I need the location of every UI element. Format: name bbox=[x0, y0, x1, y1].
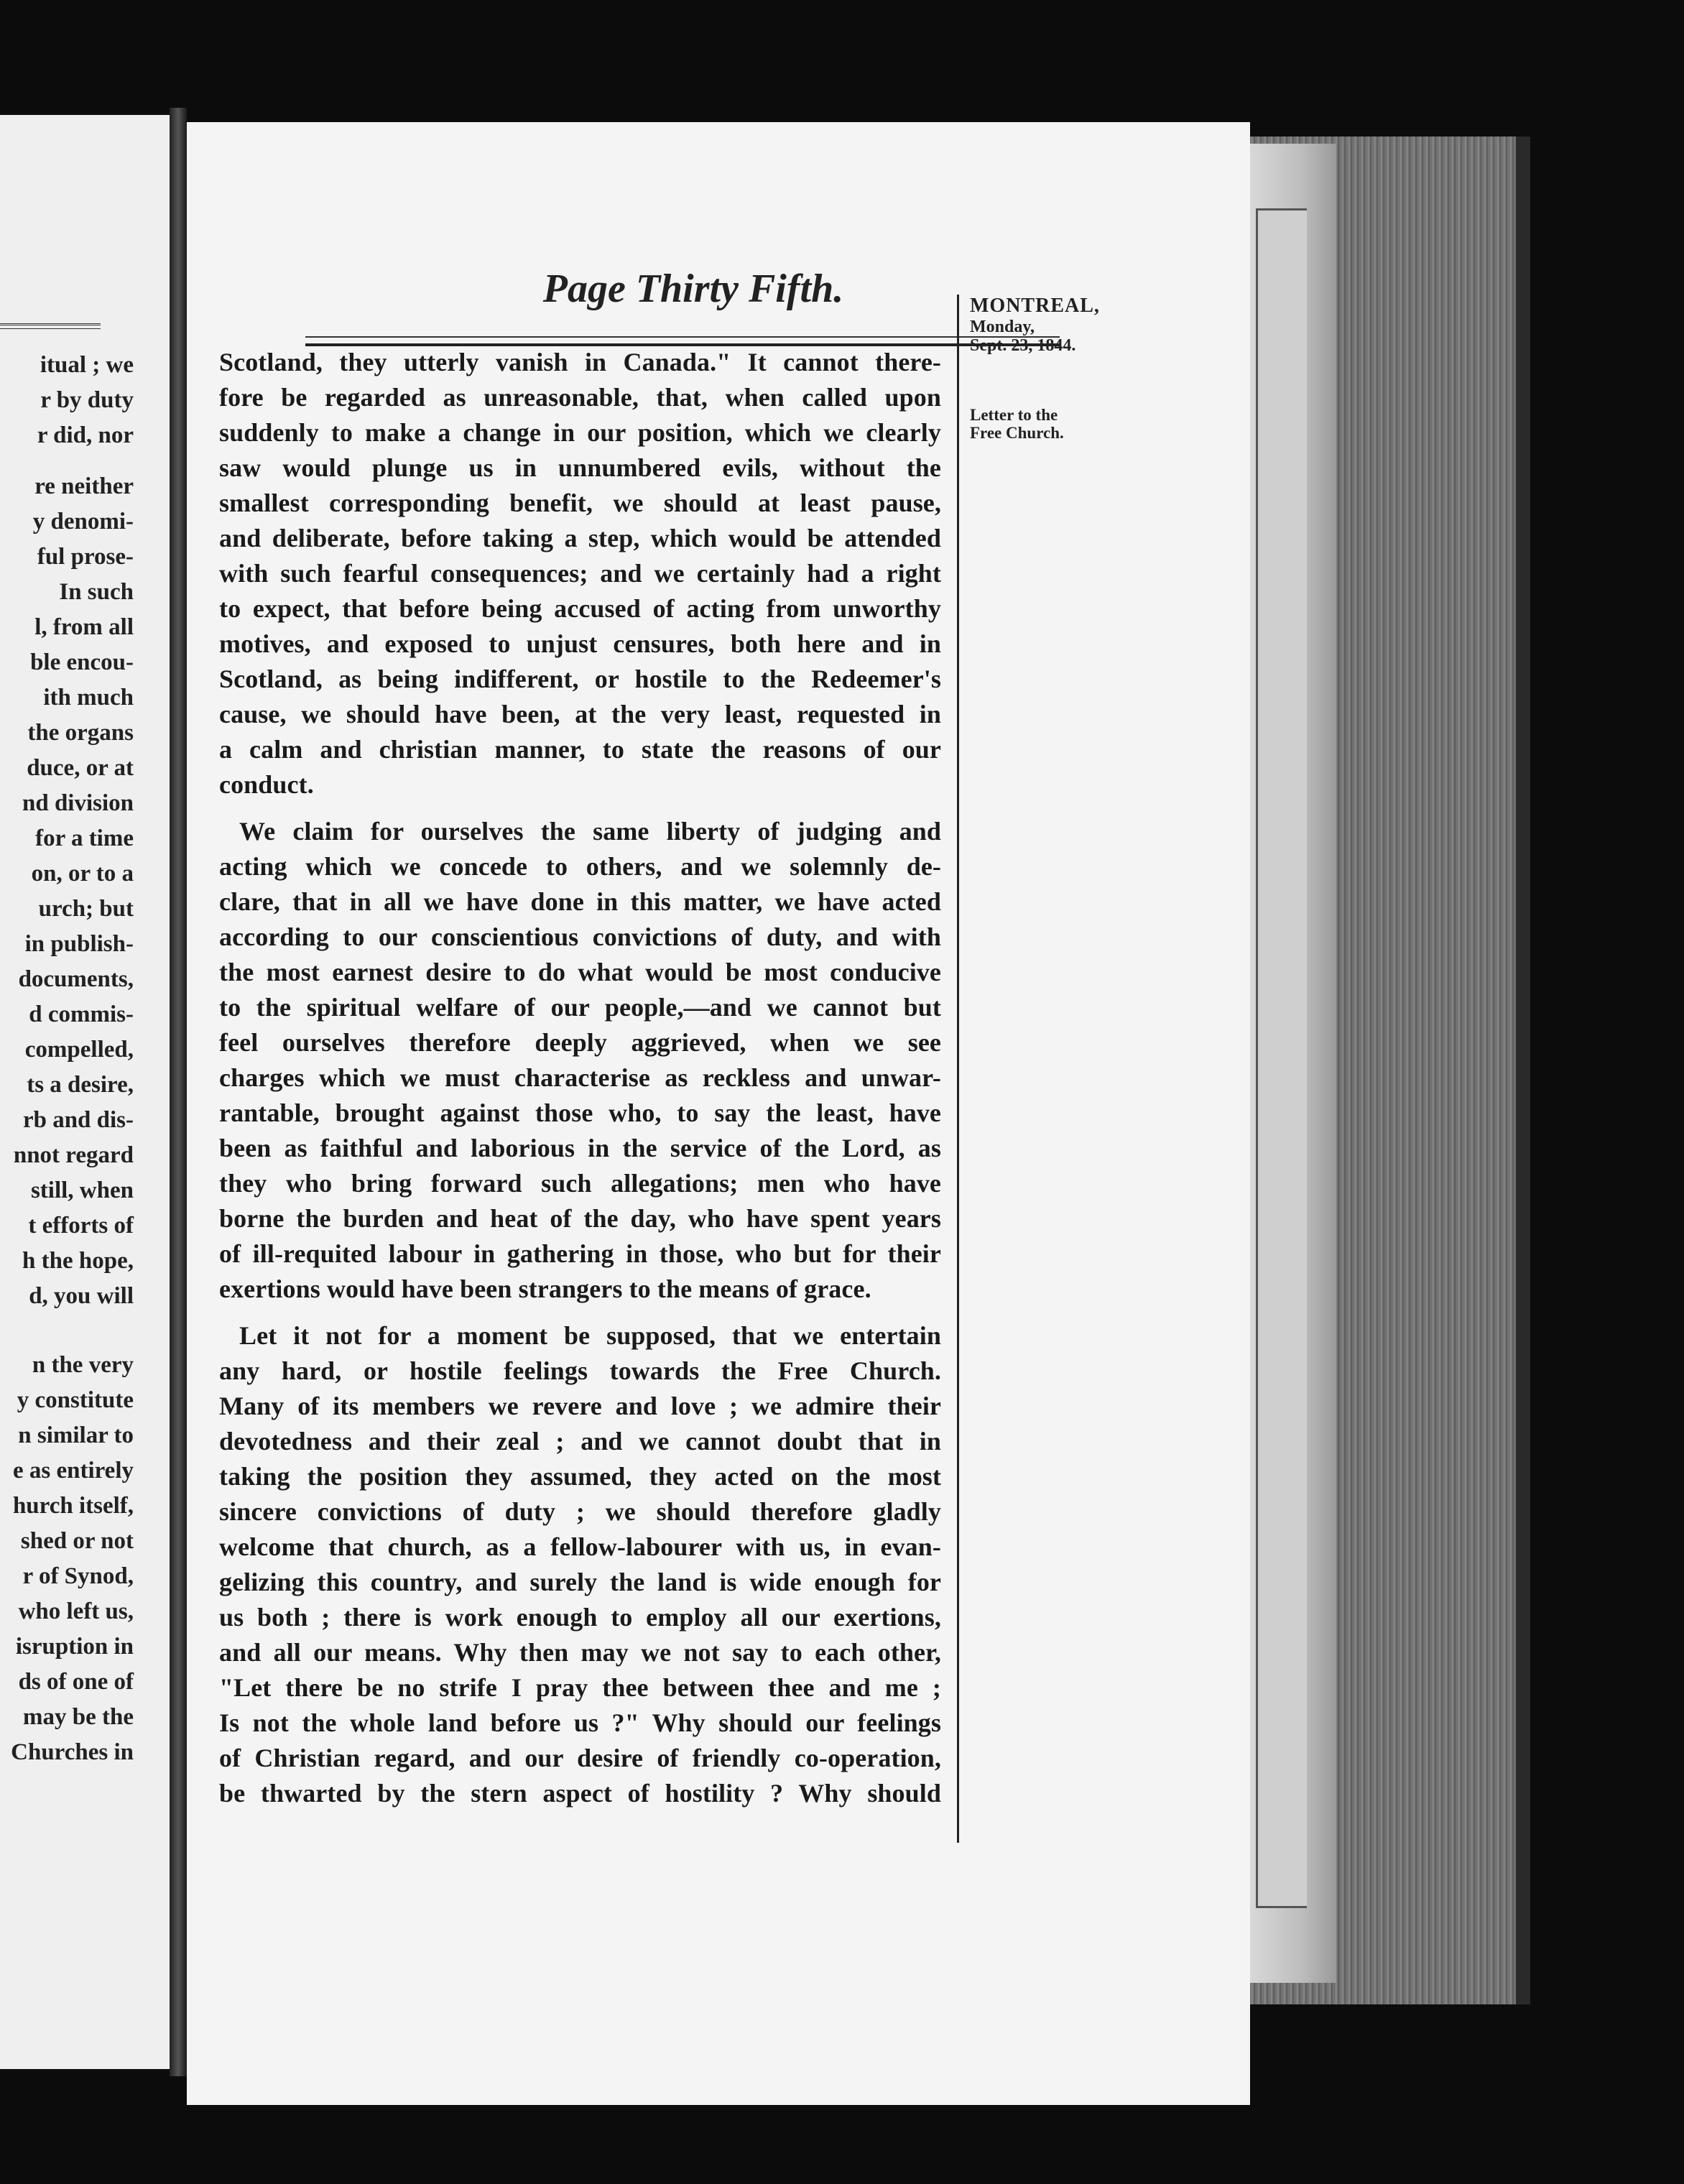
left-page-line: documents, bbox=[18, 966, 134, 992]
text-line: rantable, brought against those who, to say the least, have bbox=[219, 1098, 941, 1127]
book-spine-shadow bbox=[1516, 136, 1530, 2004]
left-page-line: who left us, bbox=[18, 1598, 134, 1624]
left-page-line: d commis- bbox=[29, 1001, 134, 1027]
left-page-line: hurch itself, bbox=[12, 1493, 134, 1519]
text-line: been as faithful and laborious in the service of the Lord, as bbox=[219, 1134, 941, 1162]
text-line: smallest corresponding benefit, we should at least pause, bbox=[219, 489, 941, 517]
paragraph-gap bbox=[219, 802, 941, 814]
left-page-line: still, when bbox=[30, 1177, 134, 1203]
text-line: borne the burden and heat of the day, who have spent years bbox=[219, 1204, 941, 1233]
text-line: cause, we should have been, at the very least, requested in bbox=[219, 700, 941, 728]
left-page-line: r of Synod, bbox=[22, 1563, 134, 1589]
left-page-line: ble encou- bbox=[30, 649, 134, 675]
text-line: to the spiritual welfare of our people,—and we cannot but bbox=[219, 993, 941, 1022]
text-line: devotedness and their zeal ; and we cannot doubt that in bbox=[219, 1427, 941, 1456]
text-line: any hard, or hostile feelings towards the Free Church. bbox=[219, 1356, 941, 1385]
left-page-line: itual ; we bbox=[40, 352, 134, 378]
left-page-line: ts a desire, bbox=[27, 1072, 134, 1098]
text-line: they who bring forward such allegations; men who have bbox=[219, 1169, 941, 1198]
text-line: to expect, that before being accused of acting from unworthy bbox=[219, 594, 941, 623]
column-rule bbox=[957, 295, 959, 1843]
left-page-line: ful prose- bbox=[37, 544, 134, 570]
text-line: Many of its members we revere and love ; we admire their bbox=[219, 1392, 941, 1420]
left-page-line: e as entirely bbox=[12, 1458, 134, 1484]
left-page-line: l, from all bbox=[34, 614, 134, 640]
text-line: gelizing this country, and surely the land is wide enough for bbox=[219, 1568, 941, 1596]
left-page-line: nnot regard bbox=[13, 1142, 134, 1168]
left-page-line: nd division bbox=[22, 790, 134, 816]
text-line: of ill-requited labour in gathering in those, who but for their bbox=[219, 1239, 941, 1268]
text-line: motives, and exposed to unjust censures, both here and in bbox=[219, 629, 941, 658]
book-gutter bbox=[170, 108, 187, 2076]
text-line: acting which we concede to others, and we solemnly de- bbox=[219, 852, 941, 881]
left-page-line: in publish- bbox=[24, 931, 134, 957]
text-line: feel ourselves therefore deeply aggrieved, when we see bbox=[219, 1028, 941, 1057]
left-page-line: n similar to bbox=[18, 1422, 134, 1448]
main-page bbox=[187, 122, 1250, 2105]
text-line: Is not the whole land before us ?" Why should our feelings bbox=[219, 1708, 941, 1737]
left-page-line: on, or to a bbox=[31, 861, 134, 887]
left-page-line: r by duty bbox=[40, 387, 134, 413]
dateline-day: Monday, bbox=[970, 318, 1035, 336]
left-page-line: In such bbox=[59, 579, 134, 605]
left-page-line: isruption in bbox=[15, 1634, 134, 1660]
text-line: with such fearful consequences; and we certainly had a right bbox=[219, 559, 941, 588]
left-page-line: y denomi- bbox=[32, 509, 134, 535]
left-facing-page bbox=[0, 115, 170, 2069]
left-page-line: urch; but bbox=[38, 896, 134, 922]
left-page-line: Churches in bbox=[11, 1739, 134, 1765]
text-line: clare, that in all we have done in this matter, we have acted bbox=[219, 887, 941, 916]
dateline-date: Sept. 23, 1844. bbox=[970, 336, 1076, 355]
text-line: welcome that church, as a fellow-labourer with us, in evan- bbox=[219, 1532, 941, 1561]
left-page-line: ds of one of bbox=[18, 1669, 134, 1695]
text-line: suddenly to make a change in our position, which we clearly bbox=[219, 418, 941, 447]
text-line: "Let there be no strife I pray thee between thee and me ; bbox=[219, 1673, 941, 1702]
left-page-line: t efforts of bbox=[28, 1213, 134, 1239]
text-line: us both ; there is work enough to employ all our exertions, bbox=[219, 1603, 941, 1632]
text-line: sincere convictions of duty ; we should therefore gladly bbox=[219, 1497, 941, 1526]
text-line: charges which we must characterise as reckless and unwar- bbox=[219, 1063, 941, 1092]
left-page-line: shed or not bbox=[20, 1528, 134, 1554]
text-line: according to our conscientious convictions of duty, and with bbox=[219, 922, 941, 951]
left-page-line: ith much bbox=[43, 685, 134, 711]
text-line: exertions would have been strangers to the means of grace. bbox=[219, 1274, 871, 1303]
dateline-city: MONTREAL, bbox=[970, 295, 1100, 317]
paragraph bbox=[219, 814, 941, 1307]
left-page-line: r did, nor bbox=[37, 422, 134, 448]
text-line: of Christian regard, and our desire of friendly co-operation, bbox=[219, 1744, 941, 1772]
left-page-line: n the very bbox=[32, 1352, 134, 1378]
side-note-line: Letter to the bbox=[970, 406, 1058, 424]
text-line: Scotland, as being indifferent, or hostile to the Redeemer's bbox=[219, 665, 941, 693]
paragraph bbox=[219, 345, 941, 802]
paragraph bbox=[219, 1318, 941, 1811]
left-page-line: rb and dis- bbox=[22, 1107, 134, 1133]
text-line: fore be regarded as unreasonable, that, when called upon bbox=[219, 383, 941, 412]
text-line: and all our means. Why then may we not say to each other, bbox=[219, 1638, 941, 1667]
page-title: Page Thirty Fifth. bbox=[542, 267, 844, 311]
text-line: saw would plunge us in unnumbered evils, without the bbox=[219, 453, 941, 482]
left-page-line: y constitute bbox=[17, 1387, 134, 1413]
dateline bbox=[970, 295, 1128, 355]
paragraph-gap bbox=[219, 1307, 941, 1318]
text-line: be thwarted by the stern aspect of hostility ? Why should bbox=[219, 1779, 941, 1808]
text-line: conduct. bbox=[219, 770, 314, 799]
side-note-line: Free Church. bbox=[970, 424, 1064, 442]
side-note bbox=[970, 406, 1128, 442]
left-page-line: duce, or at bbox=[27, 755, 134, 781]
body-text bbox=[219, 345, 941, 1811]
left-page-line: the organs bbox=[27, 720, 134, 746]
book-edge-inner bbox=[1256, 208, 1307, 1908]
text-line: the most earnest desire to do what would be most conducive bbox=[219, 958, 941, 986]
left-page-line: compelled, bbox=[24, 1037, 134, 1063]
text-line: Let it not for a moment be supposed, that we entertain bbox=[239, 1321, 941, 1350]
left-page-line: d, you will bbox=[29, 1283, 134, 1309]
text-line: a calm and christian manner, to state the reasons of our bbox=[219, 735, 941, 764]
text-line: taking the position they assumed, they acted on the most bbox=[219, 1462, 941, 1491]
left-page-line: for a time bbox=[35, 825, 134, 851]
left-page-line: re neither bbox=[34, 473, 134, 499]
text-line: Scotland, they utterly vanish in Canada." It cannot there- bbox=[219, 348, 941, 376]
left-page-line: h the hope, bbox=[22, 1248, 134, 1274]
left-page-rule bbox=[0, 323, 101, 329]
text-line: and deliberate, before taking a step, which would be attended bbox=[219, 524, 941, 552]
text-line: We claim for ourselves the same liberty of judging and bbox=[239, 817, 941, 846]
left-page-line: may be the bbox=[23, 1704, 134, 1730]
